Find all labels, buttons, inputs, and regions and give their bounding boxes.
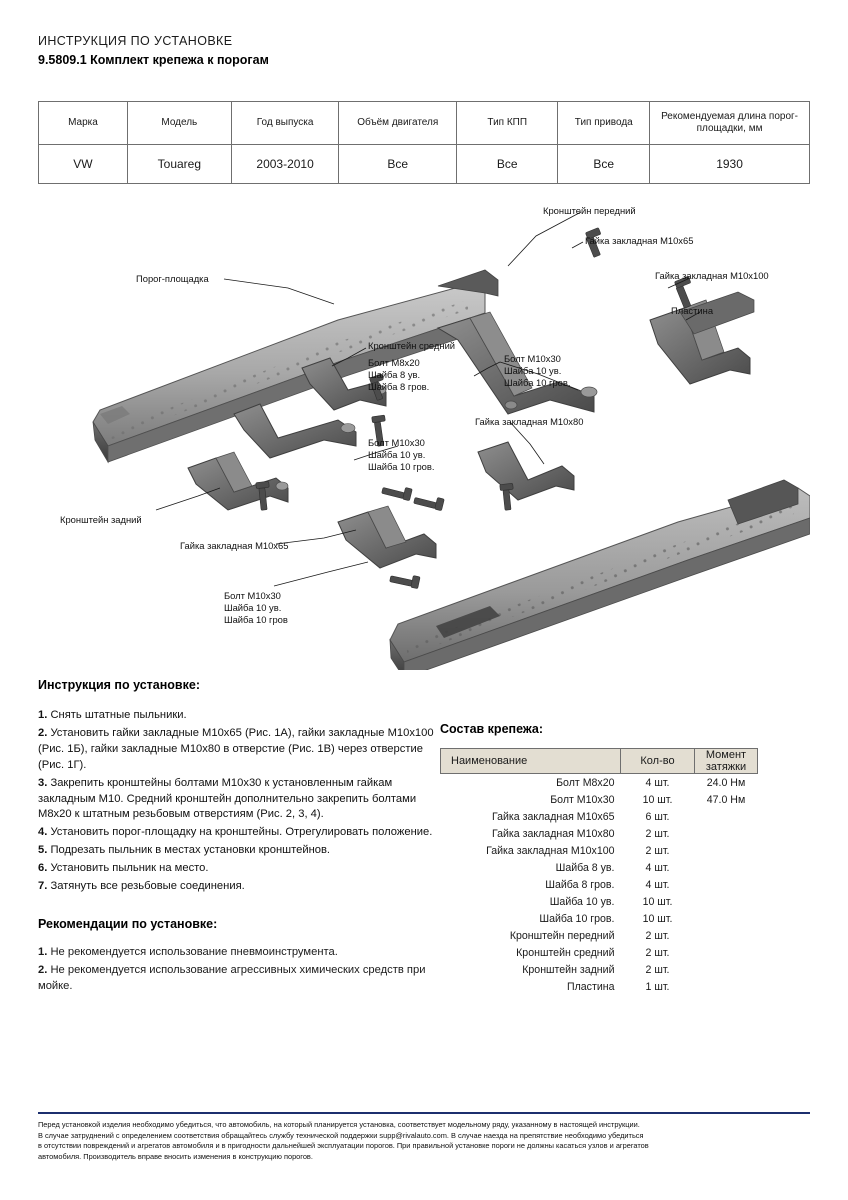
footer-line: автомобиля. Производитель вправе вносить изменения в конструкцию порогов. bbox=[38, 1152, 313, 1162]
part-torque bbox=[695, 978, 758, 995]
part-qty: 4 шт. bbox=[645, 776, 670, 789]
cell-drive: Все bbox=[558, 145, 650, 184]
part-name: Болт М10х30 bbox=[550, 793, 615, 806]
callout: Шайба 10 ув. bbox=[368, 449, 426, 460]
list-item bbox=[38, 879, 438, 895]
list-item bbox=[38, 825, 438, 841]
table-header-row bbox=[441, 749, 758, 774]
part-torque bbox=[695, 876, 758, 893]
running-board-front bbox=[390, 480, 810, 670]
part-qty: 10 шт. bbox=[642, 912, 673, 925]
part-torque bbox=[695, 893, 758, 910]
list-item bbox=[38, 843, 438, 859]
part-qty: 6 шт. bbox=[645, 810, 670, 823]
cell-year: 2003-2010 bbox=[231, 145, 339, 184]
table-row bbox=[441, 978, 758, 995]
callout: Болт М8х20 bbox=[368, 357, 420, 368]
table-header-row bbox=[39, 102, 810, 145]
page-subtitle: 9.5809.1 Комплект крепежа к порогам bbox=[38, 53, 269, 67]
callout: Шайба 8 ув. bbox=[368, 369, 421, 380]
part-name: Гайка закладная М10х80 bbox=[491, 827, 615, 840]
instruction-steps bbox=[38, 708, 438, 895]
footer-line: Перед установкой изделия необходимо убедиться, что автомобиль, на который планируется установка, соответствует модельному ряду, указанному в настоящей инструкции. bbox=[38, 1120, 640, 1129]
table-row bbox=[441, 825, 758, 842]
table-row bbox=[441, 876, 758, 893]
footer-line: В случае затруднений с определением соответствия обращайтесь службу технической поддержки supp@rivalauto.com. В случае наезда на препятствие необходимо убедиться bbox=[38, 1130, 644, 1140]
table-row bbox=[441, 808, 758, 825]
parts-column bbox=[440, 722, 770, 995]
step-number: 7. bbox=[38, 880, 48, 893]
bracket-rear bbox=[188, 452, 288, 510]
col-model: Модель bbox=[127, 102, 231, 145]
callout: Шайба 10 гров. bbox=[368, 461, 435, 472]
part-torque bbox=[695, 859, 758, 876]
col-part-qty: Кол-во bbox=[621, 749, 695, 774]
recommendation-items bbox=[38, 945, 438, 995]
part-name: Кронштейн средний bbox=[516, 946, 615, 959]
col-length: Рекомендуемая длина порог-площадки, мм bbox=[650, 102, 810, 145]
part-torque bbox=[695, 944, 758, 961]
part-torque: 47.0 Нм bbox=[706, 793, 746, 806]
part-qty: 2 шт. bbox=[645, 827, 670, 840]
callout: Болт М10х30 bbox=[504, 353, 561, 364]
step-text: Снять штатные пыльники. bbox=[50, 709, 187, 721]
callout: Шайба 8 гров. bbox=[368, 381, 430, 392]
list-item bbox=[38, 963, 438, 995]
callout: Кронштейн передний bbox=[543, 205, 636, 216]
step-number: 1. bbox=[38, 709, 48, 721]
step-text: Затянуть все резьбовые соединения. bbox=[50, 880, 245, 893]
part-torque bbox=[695, 927, 758, 944]
part-name: Кронштейн задний bbox=[522, 963, 615, 976]
part-name: Кронштейн передний bbox=[509, 929, 615, 942]
step-number: 2. bbox=[38, 726, 48, 739]
col-transmission: Тип КПП bbox=[457, 102, 558, 145]
part-qty: 2 шт. bbox=[645, 929, 670, 942]
step-text: Установить пыльник на место. bbox=[50, 862, 209, 875]
part-name: Гайка закладная М10х65 bbox=[491, 810, 615, 823]
callout: Кронштейн задний bbox=[60, 514, 142, 525]
part-qty: 2 шт. bbox=[645, 844, 670, 857]
callout: Шайба 10 гров bbox=[224, 614, 288, 625]
cell-transmission: Все bbox=[457, 145, 558, 184]
vehicle-spec-table bbox=[38, 101, 810, 184]
part-qty: 4 шт. bbox=[645, 861, 670, 874]
rec-text: Не рекомендуется использование пневмоинструмента. bbox=[50, 945, 338, 958]
step-text: Установить гайки закладные М10х65 (Рис. 1А), гайки закладные М10х100 (Рис. 1Б), гайки закладные М10х80 в отверстие (Рис. 1В) через отверстие (Рис. 1Г). bbox=[38, 726, 434, 771]
list-item bbox=[38, 708, 438, 724]
table-row bbox=[441, 961, 758, 978]
step-number: 6. bbox=[38, 862, 48, 875]
rec-number: 2. bbox=[38, 963, 48, 976]
col-drive: Тип привода bbox=[558, 102, 650, 145]
step-number: 3. bbox=[38, 776, 48, 789]
part-qty: 10 шт. bbox=[642, 793, 673, 806]
part-torque: 24.0 Нм bbox=[706, 776, 746, 789]
part-name: Шайба 10 ув. bbox=[549, 895, 615, 908]
callout: Гайка закладная М10х100 bbox=[655, 270, 769, 281]
part-torque bbox=[695, 910, 758, 927]
part-name: Гайка закладная М10х100 bbox=[486, 844, 615, 857]
callout: Болт М10х30 bbox=[224, 590, 281, 601]
cell-engine: Все bbox=[339, 145, 457, 184]
list-item bbox=[38, 861, 438, 877]
bracket-lower-center bbox=[338, 506, 436, 568]
document-header bbox=[38, 0, 810, 67]
list-item bbox=[38, 726, 438, 774]
callout: Кронштейн средний bbox=[368, 340, 456, 351]
step-number: 4. bbox=[38, 826, 48, 839]
list-item bbox=[38, 945, 438, 961]
table-row bbox=[39, 145, 810, 184]
callout: Пластина bbox=[671, 305, 714, 316]
part-qty: 2 шт. bbox=[645, 963, 670, 976]
parts-title: Состав крепежа: bbox=[440, 722, 543, 736]
instructions-column bbox=[38, 678, 438, 997]
content-area bbox=[38, 678, 810, 1038]
table-row bbox=[441, 842, 758, 859]
list-item bbox=[38, 776, 438, 824]
part-qty: 2 шт. bbox=[645, 946, 670, 959]
document-footer bbox=[38, 1112, 810, 1163]
col-brand: Марка bbox=[39, 102, 128, 145]
page-title: ИНСТРУКЦИЯ ПО УСТАНОВКЕ bbox=[38, 34, 233, 48]
col-engine: Объём двигателя bbox=[339, 102, 457, 145]
col-part-name: Наименование bbox=[441, 749, 621, 774]
part-qty: 4 шт. bbox=[645, 878, 670, 891]
table-row bbox=[441, 791, 758, 808]
part-name: Пластина bbox=[567, 980, 615, 993]
part-torque bbox=[695, 961, 758, 978]
callout: Шайба 10 ув. bbox=[224, 602, 282, 613]
part-qty: 1 шт. bbox=[645, 980, 670, 993]
table-row bbox=[441, 859, 758, 876]
part-name: Болт М8х20 bbox=[556, 776, 615, 789]
part-qty: 10 шт. bbox=[642, 895, 673, 908]
part-name: Шайба 8 гров. bbox=[545, 878, 615, 891]
callout: Болт М10х30 bbox=[368, 437, 425, 448]
footer-line: в отсутствии повреждений и агрегатов автомобиля и в пригодности дальнейшей эксплуатации порогов. При правильной установке пороги не должны касаться узлов и агрегатов bbox=[38, 1141, 649, 1151]
step-text: Закрепить кронштейны болтами М10х30 к установленным гайкам закладным М10. Средний кронштейн дополнительно закрепить болтами М8х20 к штатным резьбовым отверстиям (Рис. 2, 3, 4). bbox=[38, 776, 417, 821]
part-torque bbox=[695, 808, 758, 825]
bracket-right-middle bbox=[478, 442, 574, 500]
footer-divider bbox=[38, 1112, 810, 1114]
col-year: Год выпуска bbox=[231, 102, 339, 145]
callout: Гайка закладная М10х80 bbox=[475, 416, 584, 427]
table-row bbox=[441, 944, 758, 961]
parts-table bbox=[440, 748, 758, 995]
col-part-torque: Момент затяжки bbox=[695, 749, 758, 774]
part-torque bbox=[695, 825, 758, 842]
cell-length: 1930 bbox=[650, 145, 810, 184]
cell-model: Touareg bbox=[127, 145, 231, 184]
recommendations-title: Рекомендации по установке: bbox=[38, 916, 218, 931]
assembly-diagram bbox=[38, 200, 810, 670]
callout: Гайка закладная М10х65 bbox=[180, 540, 289, 551]
step-number: 5. bbox=[38, 844, 48, 857]
table-row bbox=[441, 893, 758, 910]
part-name: Шайба 8 ув. bbox=[555, 861, 615, 874]
cell-brand: VW bbox=[39, 145, 128, 184]
rec-text: Не рекомендуется использование агрессивных химических средств при мойке. bbox=[38, 963, 426, 992]
step-text: Установить порог-площадку на кронштейны. Отрегулировать положение. bbox=[50, 826, 433, 839]
step-text: Подрезать пыльник в местах установки кронштейнов. bbox=[50, 844, 331, 857]
callout: Шайба 10 гров. bbox=[504, 377, 571, 388]
table-row bbox=[441, 774, 758, 792]
callout: Порог-площадка bbox=[136, 273, 209, 284]
part-name: Шайба 10 гров. bbox=[539, 912, 615, 925]
part-torque bbox=[695, 842, 758, 859]
table-row bbox=[441, 910, 758, 927]
rec-number: 1. bbox=[38, 945, 48, 958]
callout: Шайба 10 ув. bbox=[504, 365, 562, 376]
footer-notice bbox=[38, 1120, 810, 1163]
instructions-title: Инструкция по установке: bbox=[38, 678, 200, 692]
callout: Гайка закладная М10х65 bbox=[585, 235, 694, 246]
table-row bbox=[441, 927, 758, 944]
